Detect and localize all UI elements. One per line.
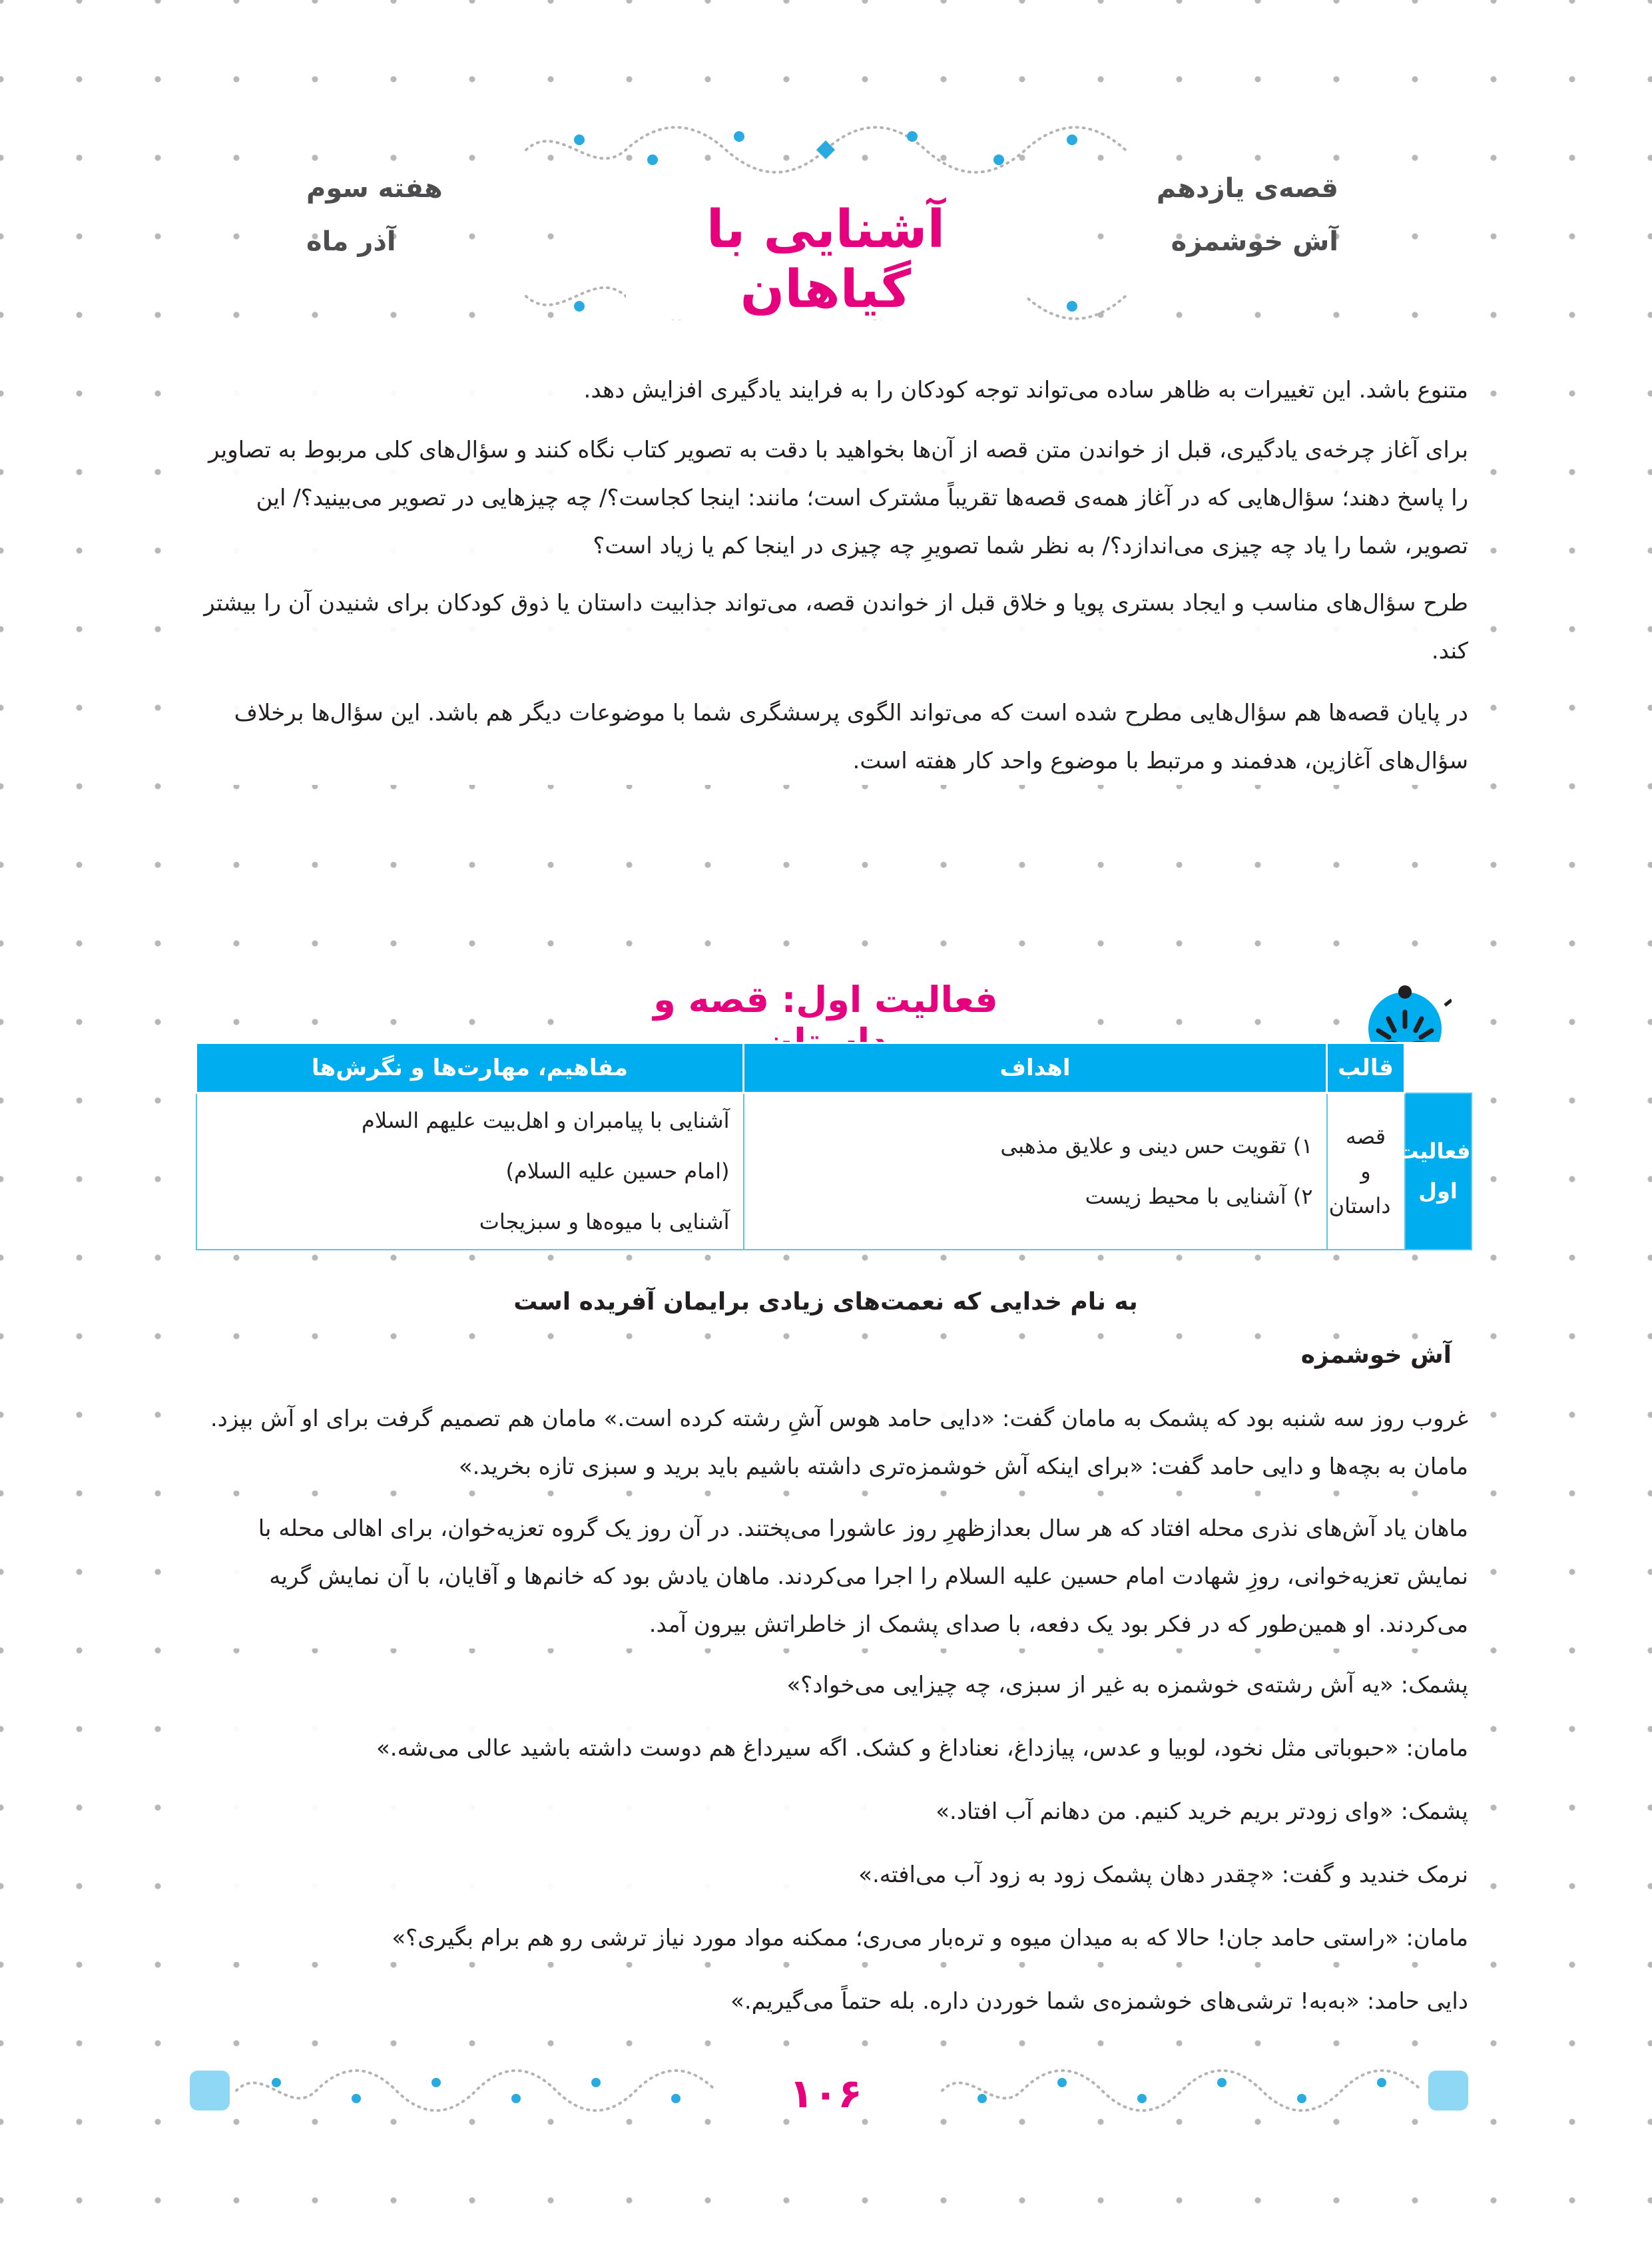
ornament-top-border (519, 120, 1132, 180)
goal-item: ۱) تقویت حس دینی و علایق مذهبی (1000, 1133, 1313, 1159)
story-number: قصه‌ی یازدهم (1156, 173, 1338, 204)
activity-table (195, 1042, 1472, 1250)
intro-paragraph-4: در پایان قصه‌ها هم سؤال‌هایی مطرح شده است که می‌تواند الگوی پرسشگری شما با موضوعات دیگر هم باشد. این سؤال‌ها برخلاف سؤال‌های آغازین، هدفمند و مرتبط با موضوع واحد کار هفته است. (190, 689, 1468, 785)
dialogue-line: نرمک خندید و گفت: «چقدر دهان پشمک زود به زود آب می‌افته.» (190, 1851, 1468, 1899)
story-paragraph-2: ماهان یاد آش‌های نذری محله افتاد که هر سال بعدازظهرِ روز عاشورا می‌پختند. در آن روز یک گروه تعزیه‌خوان، برای اهالی محله با نمایش تعزیه‌خوانی، روزِ شهادت امام حسین علیه السلام را اجرا می‌کردند. ماهان یادش بود که خانم‌ها و آقایان، با آن نمایش گریه می‌کردند. او همین‌طور که در فکر بود یک دفعه، با صدای پشمک از خاطراتش بیرون آمد. (190, 1505, 1468, 1648)
dialogue-line: مامان: «راستی حامد جان! حالا که به میدان میوه و تره‌بار می‌ری؛ ممکنه مواد مورد نیاز ترشی رو هم برام بگیری؟» (190, 1914, 1468, 1962)
concepts-cell (196, 1093, 744, 1250)
story-name: آش خوشمزه (1171, 226, 1338, 257)
template-cell: قصه و داستان (1327, 1093, 1405, 1250)
bismillah-heading: به نام خدایی که نعمت‌های زیادی برایمان آفریده است (400, 1288, 1252, 1316)
dialogue-line: دایی حامد: «به‌به! ترشی‌های خوشمزه‌ی شما خوردن داره. بله حتماً می‌گیریم.» (190, 1977, 1468, 2025)
table-header-concepts: مفاهیم، مهارت‌ها و نگرش‌ها (196, 1043, 744, 1093)
story-title: آش خوشمزه (1199, 1342, 1452, 1369)
concept-item: آشنایی با میوه‌ها و سبزیجات (479, 1209, 730, 1235)
intro-paragraph-3: طرح سؤال‌های مناسب و ایجاد بستری پویا و خلاق قبل از خواندن قصه، می‌تواند جذابیت داستان یا ذوق کودکان برای شنیدن آن را بیشتر کند. (190, 579, 1468, 675)
month-label: آذر ماه (306, 226, 396, 257)
goals-cell (744, 1093, 1327, 1250)
goal-item: ۲) آشنایی با محیط زیست (1085, 1184, 1313, 1210)
table-row (196, 1093, 1472, 1250)
chapter-title: آشنایی با گیاهان (626, 200, 1025, 320)
row-label: فعالیت اول (1405, 1093, 1472, 1250)
table-header-row (196, 1043, 1472, 1093)
table-header-empty (1405, 1043, 1472, 1093)
dialogue-line: پشمک: «یه آش رشته‌ی خوشمزه به غیر از سبزی، چه چیزایی می‌خواد؟» (190, 1661, 1468, 1709)
week-label: هفته سوم (306, 173, 443, 204)
dialogue-line: پشمک: «وای زودتر بریم خرید کنیم. من دهانم آب افتاد.» (190, 1788, 1468, 1836)
dialogue-line: مامان: «حبوباتی مثل نخود، لوبیا و عدس، پیازداغ، نعناداغ و کشک. اگه سیرداغ هم دوست داشته باشید عالی می‌شه.» (190, 1724, 1468, 1772)
intro-paragraph-1: متنوع باشد. این تغییرات به ظاهر ساده می‌تواند توجه کودکان را به فرایند یادگیری افزایش دهد. (190, 366, 1468, 414)
concept-item: (امام حسین علیه السلام) (505, 1158, 730, 1184)
activity-title: فعالیت اول: قصه و (626, 979, 1025, 1063)
page-number: ۱۰۶ (766, 2071, 886, 2117)
table-header-goals: اهداف (744, 1043, 1327, 1093)
table-header-template: قالب (1327, 1043, 1405, 1093)
intro-paragraph-2: برای آغاز چرخه‌ی یادگیری، قبل از خواندن متن قصه از آن‌ها بخواهید با دقت به تصویر کتاب نگاه کنند و سؤال‌های کلی مربوط به تصاویر را پاسخ دهند؛ سؤال‌هایی که در آغاز همه‌ی قصه‌ها تقریباً مشترک است؛ مانند: اینجا کجاست؟/ چه چیزهایی در تصویر می‌بینید؟/ این تصویر، شما را یاد چه چیزی می‌اندازد؟/ به نظر شما تصویرِ چه چیزی در اینجا کم یا زیاد است؟ (190, 426, 1468, 570)
concept-item: آشنایی با پیامبران و اهل‌بیت علیهم السلام (362, 1108, 730, 1134)
story-paragraph-1: غروب روز سه شنبه بود که پشمک به مامان گفت: «دایی حامد هوس آشِ رشته کرده است.» مامان هم تصمیم گرفت برای او آش بپزد. مامان به بچه‌ها و دایی حامد گفت: «برای اینکه آش خوشمزه‌تری داشته باشیم باید برید و سبزی تازه بخرید.» (190, 1395, 1468, 1491)
